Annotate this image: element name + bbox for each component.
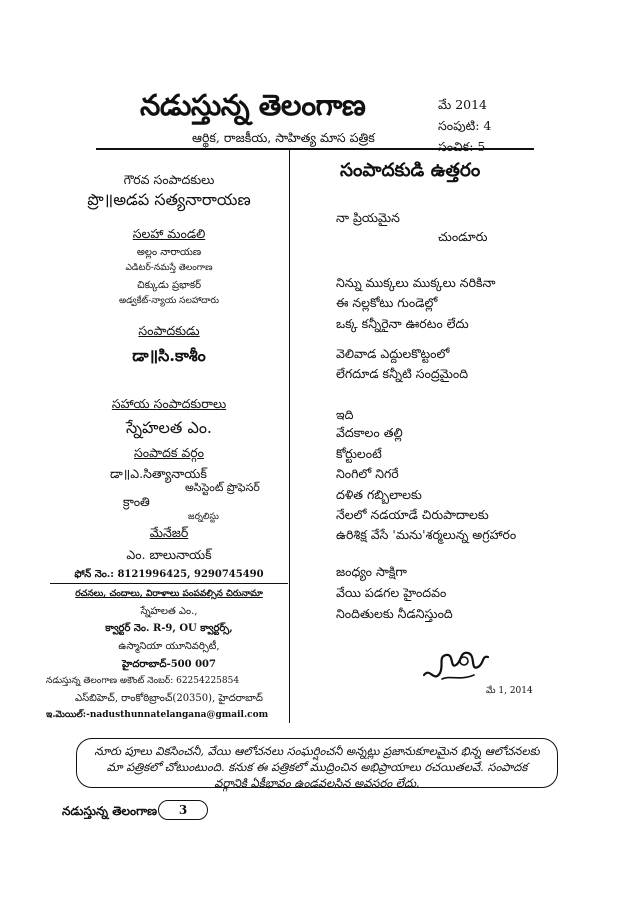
advisor-4: అడ్వకేట్-న్యాయ సలహాదారు [118, 296, 219, 306]
masthead-rule [96, 148, 534, 150]
masthead-subtitle: ఆర్థిక, రాజకీయ, సాహిత్య మాస పత్రిక [192, 130, 375, 145]
honorary-editors-label: గౌరవ సంపాదకులు [123, 172, 215, 187]
column-divider [289, 150, 290, 723]
advisor-1: అల్లం నారాయణ [136, 247, 202, 258]
disclaimer-notice: నూరు పూలు వికసించనీ, వేయి ఆలోచనలు సంఘర్షించనీ అన్నట్లు ప్రజానుకూలమైన భిన్న ఆలోచనలకు మా పత్రికలో చోటుంటుంది. కనుక ఈ పత్రికలో ముద్రించిన అభిప్రాయాలు రచయితలవే. సంపాదక వర్గానికి ఏకీభావం ఉండవలసిన అవసరం లేదు. [76, 738, 558, 788]
letter-line: కోర్టులంటే [336, 446, 382, 461]
board-member-2: క్రాంతి [123, 494, 150, 509]
letter-line: ఒక్క కన్నీరైనా ఊరటం లేదు [336, 316, 469, 331]
letter-line: చుండూరు [438, 229, 488, 244]
letter-line: ఈ నల్లకోటు గుండెల్లో [336, 295, 438, 310]
associate-label: సహాయ సంపాదకురాలు [111, 396, 227, 411]
address-university: ఉస్మానియా యూనివర్సిటీ, [118, 641, 220, 652]
address-heading: రచనలు, చందాలు, విరాళాలు పంపవల్సిన చిరునామా [75, 589, 263, 599]
letter-line: నింగిలో నిగరే [336, 466, 399, 481]
issue-number: సంచిక: 5 [438, 139, 486, 154]
letter-line: నా ప్రియమైన [336, 210, 400, 225]
associate-name: స్నేహలత ఎం. [125, 418, 213, 437]
letter-line: లేగదూడ కన్నీటి సంద్రమైంది [336, 366, 469, 381]
letter-line: నిన్ను ముక్కలు ముక్కలు నరికినా [336, 275, 496, 290]
letter-line: జంధ్యం సాక్షిగా [336, 564, 407, 579]
address-name: స్నేహలత ఎం., [140, 606, 198, 617]
address-quarter: క్వార్టర్ నెం. R-9, OU క్వార్టర్స్, [105, 623, 233, 634]
contact-rule [50, 583, 288, 584]
editor-signature [420, 645, 492, 687]
account-number: నడుస్తున్న తెలంగాణ అకౌంట్ నెంబర్: 62254225854 [46, 676, 240, 686]
address-city: హైదరాబాద్-500 007 [122, 659, 216, 670]
editor-label: సంపాదకుడు [138, 323, 200, 338]
page-number: 3 [158, 800, 208, 820]
editor-name: డా॥సి.కాశీం [132, 346, 206, 365]
advisor-3: చిక్కుడు ప్రభాకర్ [136, 280, 202, 291]
manager-name: ఎం. బాలునాయక్ [126, 547, 212, 562]
advisory-label: సలహా మండలి [132, 226, 206, 241]
issue-volume: సంపుటి: 4 [438, 118, 492, 133]
honorary-editor: ప్రొ॥అడప సత్యనారాయణ [87, 190, 251, 209]
letter-line: వేదకాలం తల్లి [336, 425, 403, 440]
board-label: సంపాదక వర్గం [134, 445, 204, 460]
advisor-2: ఎడిటర్-నమస్తే తెలంగాణ [125, 263, 213, 273]
email-address: ఇ.మెయిల్:-nadusthunnatelangana@gmail.com [46, 710, 269, 720]
board-member-1: డా॥ఎ.సిత్యానాయక్ [110, 466, 207, 481]
manager-label: మేనేజర్ [149, 525, 189, 540]
footer-magazine-name: నడుస్తున్న తెలంగాణ [62, 804, 158, 818]
phone-numbers: ఫోన్ నెం.: 8121996425, 9290745490 [74, 569, 264, 580]
issue-month: మే 2014 [438, 97, 488, 112]
board-member-1-role: అసిస్టెంట్ ప్రొఫెసర్ [185, 481, 260, 494]
letter-heading: సంపాదకుడి ఉత్తరం [340, 160, 481, 181]
board-member-2-role: జర్నలిస్టు [188, 512, 219, 522]
letter-line: నేలలో నడయాడే చిరుపాదాలకు [336, 507, 489, 522]
letter-line: వేయి పడగల హైందవం [336, 585, 447, 600]
letter-line: వెలివాడ ఎద్దులకొట్టంలో [336, 346, 450, 361]
letter-line: ఉరిశిక్ష వేసే 'మను'శర్మలున్న అగ్రహారం [336, 527, 517, 542]
letter-line: ఇది [336, 407, 354, 422]
masthead-title: నడుస్తున్న తెలంగాణ [140, 88, 366, 122]
signature-date: మే 1, 2014 [486, 686, 533, 696]
letter-line: దళిత గబ్బిలాలకు [336, 487, 422, 502]
bank-branch: ఎస్‌బిహెచ్, రాంకోఠిబ్రాంచ్(20350), హైదరాబాద్ [75, 693, 263, 704]
letter-line: నిందితులకు నీడనిస్తుంది [336, 606, 453, 621]
